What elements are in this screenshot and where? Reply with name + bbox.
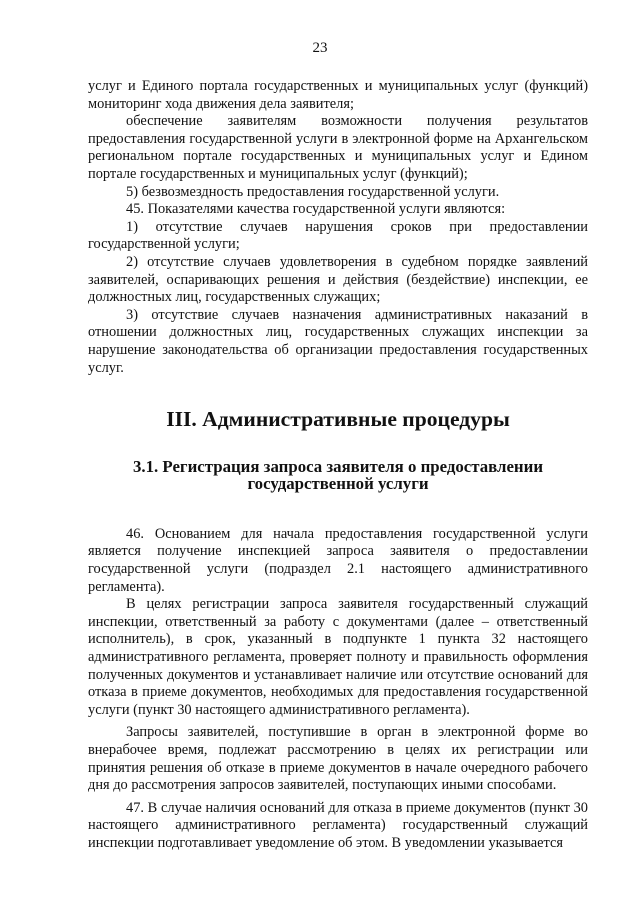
- paragraph-electronic-requests: Запросы заявителей, поступившие в орган в электронной форме во внерабочее время, подлежат рассмотрению в целях их регистрации или принятия решения об отказе в приеме документов в начале очередного рабочего дня до рассмотрения запросов заявителей, поступающих иными способами.: [88, 724, 588, 794]
- paragraph-no-penalties: 3) отсутствие случаев назначения административных наказаний в отношении должностных лиц, государственных служащих инспекции за нарушение законодательства об организации предоставления государственных услуг.: [88, 306, 588, 376]
- paragraph-free-of-charge: 5) безвозмездность предоставления государственной услуги.: [126, 183, 500, 200]
- document-body: [88, 78, 588, 853]
- subsection-heading-line-2: государственной услуги: [247, 474, 429, 494]
- paragraph-registration-check: В целях регистрации запроса заявителя государственный служащий инспекции, ответственный за работу с документами (далее – ответственный исполнитель), в срок, указанный в подпункте 1 пункта 32 настоящего административного регламента, проверяет полноту и правильность оформления полученных документов и устанавливает наличие или отсутствие оснований для отказа в приеме документов, необходимых для предоставления государственной услуги (пункт 30 настоящего административного регламента).: [88, 596, 588, 718]
- paragraph-electronic-results: обеспечение заявителям возможности получения результатов предоставления государственной услуги в электронной форме на Архангельском региональном портале государственных и муниципальных услуг и Едином портале государственных и муниципальных услуг (функций);: [88, 113, 588, 182]
- paragraph-quality-indicators: 45. Показателями качества государственной услуги являются:: [126, 201, 506, 218]
- section-heading: III. Административные процедуры: [166, 407, 510, 432]
- paragraph-no-court-claims: 2) отсутствие случаев удовлетворения в судебном порядке заявлений заявителей, оспаривающих решения и действия (бездействие) инспекции, ее должностных лиц, государственных служащих;: [88, 253, 588, 306]
- paragraph-46-basis: 46. Основанием для начала предоставления государственной услуги является получение инспекцией запроса заявителя о предоставлении государственной услуги (подраздел 2.1 настоящего административного регламента).: [88, 525, 588, 595]
- paragraph-portal-monitoring: услуг и Единого портала государственных и муниципальных услуг (функций) мониторинг хода движения дела заявителя;: [88, 78, 588, 112]
- paragraph-no-deadline-violations: 1) отсутствие случаев нарушения сроков при предоставлении государственной услуги;: [88, 218, 588, 253]
- subsection-heading: [88, 458, 588, 493]
- paragraph-47-refusal: 47. В случае наличия оснований для отказа в приеме документов (пункт 30 настоящего административного регламента) государственный служащий инспекции подготавливает уведомление об этом. В уведомлении указывается: [88, 799, 588, 851]
- subsection-heading-line-1: 3.1. Регистрация запроса заявителя о предоставлении: [132, 456, 544, 476]
- page-number: 23: [312, 40, 328, 56]
